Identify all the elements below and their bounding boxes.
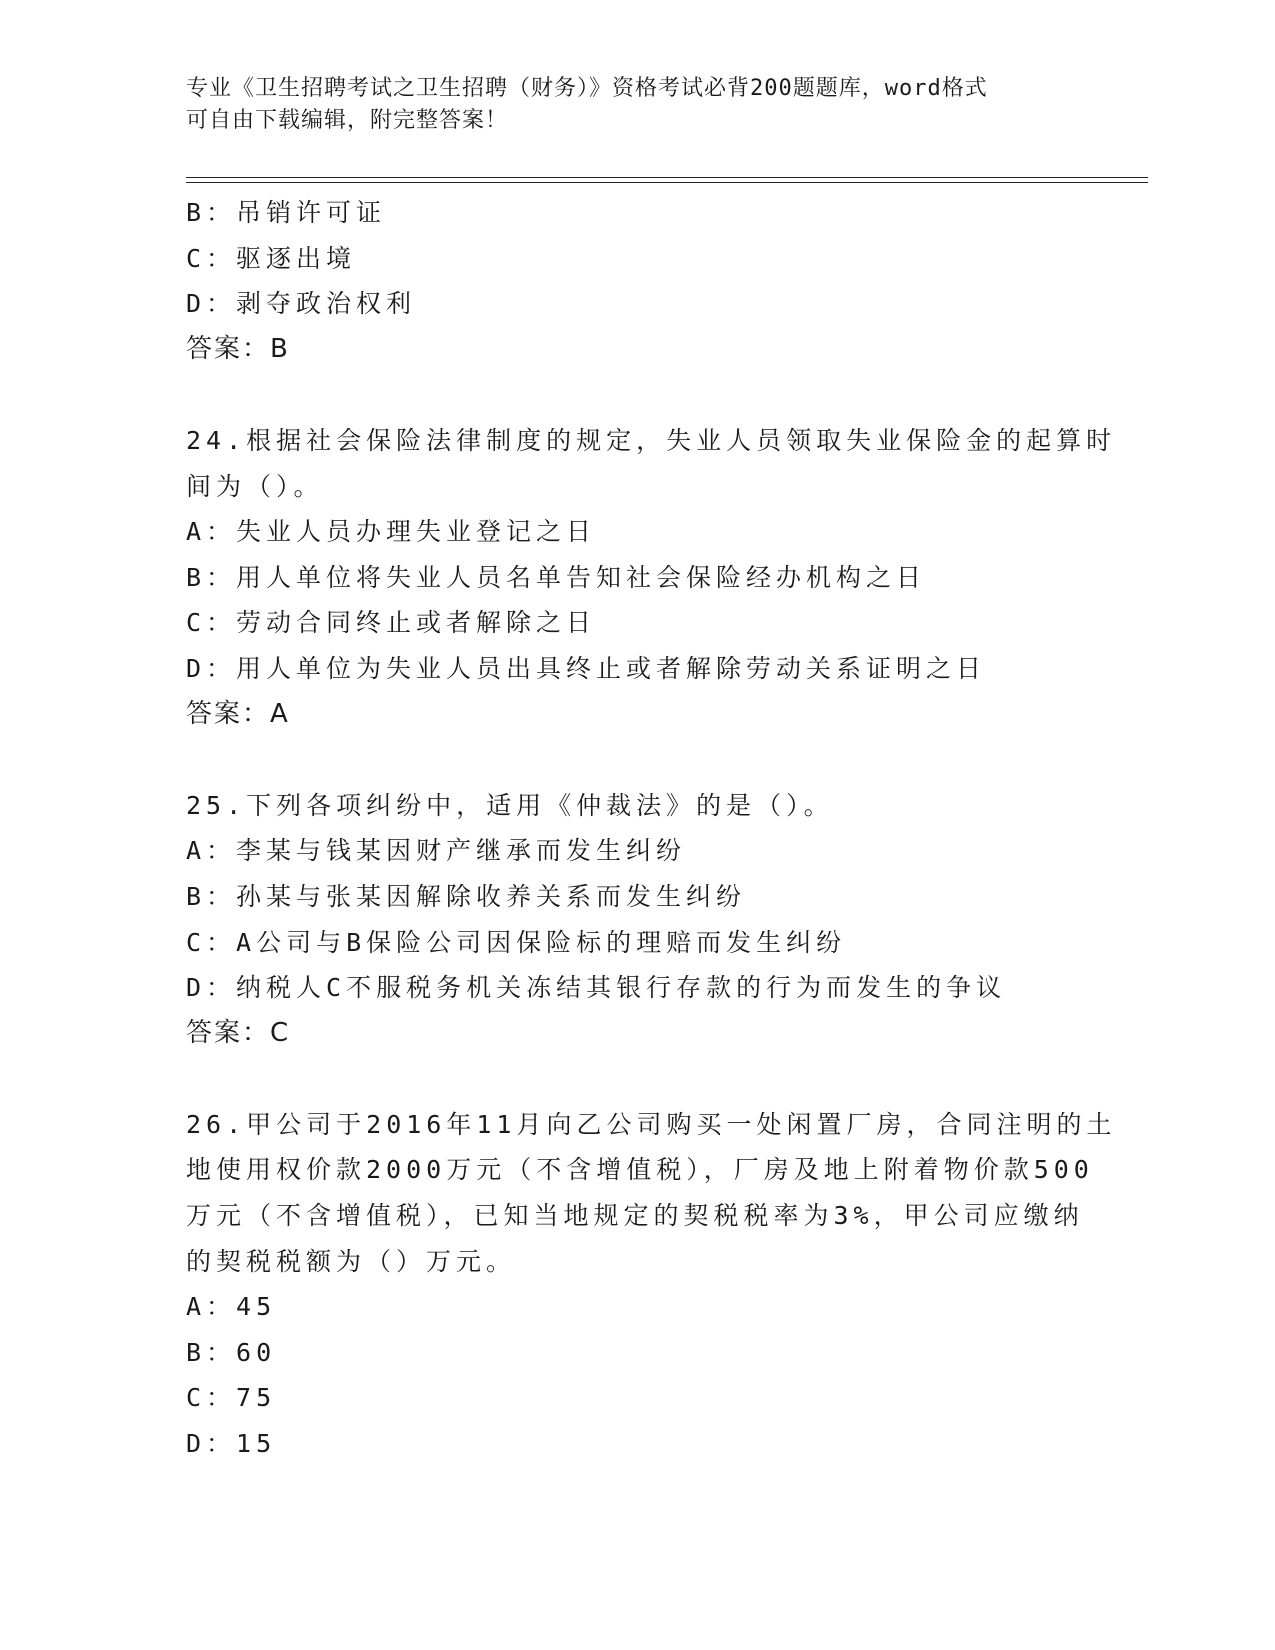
question-stem-cont: 间为（）。 bbox=[186, 471, 324, 501]
header-divider-bottom bbox=[186, 182, 1148, 183]
question-list bbox=[186, 190, 1117, 1467]
option-b: B：吊销许可证 bbox=[186, 198, 387, 227]
question-block-26 bbox=[186, 1102, 1117, 1467]
answer-line: 答案：B bbox=[186, 333, 290, 364]
question-stem: 26.甲公司于2016年11月向乙公司购买一处闲置厂房，合同注明的土 bbox=[186, 1109, 1117, 1139]
question-block-25 bbox=[186, 783, 1086, 1057]
spacer bbox=[186, 372, 1086, 418]
spacer bbox=[186, 737, 1086, 783]
option-d: D：剥夺政治权利 bbox=[186, 289, 417, 319]
option-c: C：A公司与B保险公司因保险标的理赔而发生纠纷 bbox=[186, 927, 847, 957]
option-d: D：用人单位为失业人员出具终止或者解除劳动关系证明之日 bbox=[186, 653, 987, 683]
option-c: C：驱逐出境 bbox=[186, 243, 357, 273]
document-header bbox=[186, 73, 1066, 137]
answer-line: 答案：C bbox=[186, 1017, 291, 1048]
header-title-line2: 可自由下载编辑，附完整答案！ bbox=[186, 108, 509, 133]
question-stem-cont: 万元（不含增值税），已知当地规定的契税税率为3%，甲公司应缴纳 bbox=[186, 1201, 1084, 1231]
option-b: B：用人单位将失业人员名单告知社会保险经办机构之日 bbox=[186, 562, 927, 592]
question-block-24 bbox=[186, 418, 1117, 737]
option-a: A：李某与钱某因财产继承而发生纠纷 bbox=[186, 836, 687, 866]
option-c: C：75 bbox=[186, 1383, 277, 1413]
question-stem: 25.下列各项纠纷中，适用《仲裁法》的是（）。 bbox=[186, 790, 834, 820]
answer-line: 答案：A bbox=[186, 698, 290, 729]
question-stem-cont: 地使用权价款2000万元（不含增值税），厂房及地上附着物价款500 bbox=[186, 1155, 1094, 1185]
option-a: A：失业人员办理失业登记之日 bbox=[186, 517, 597, 547]
option-d: D：纳税人C不服税务机关冻结其银行存款的行为而发生的争议 bbox=[186, 973, 1007, 1003]
header-title-line1: 专业《卫生招聘考试之卫生招聘（财务）》资格考试必背200题题库，word格式 bbox=[186, 76, 988, 101]
question-stem-cont: 的契税税额为（）万元。 bbox=[186, 1246, 517, 1276]
option-c: C：劳动合同终止或者解除之日 bbox=[186, 608, 597, 638]
question-block-23 bbox=[186, 190, 1086, 372]
option-b: B：60 bbox=[186, 1337, 277, 1367]
spacer bbox=[186, 1056, 1086, 1102]
header-divider-top bbox=[186, 177, 1148, 178]
option-a: A：45 bbox=[186, 1292, 277, 1322]
option-b: B：孙某与张某因解除收养关系而发生纠纷 bbox=[186, 881, 747, 911]
option-d: D：15 bbox=[186, 1429, 277, 1459]
question-stem: 24.根据社会保险法律制度的规定，失业人员领取失业保险金的起算时 bbox=[186, 425, 1117, 455]
